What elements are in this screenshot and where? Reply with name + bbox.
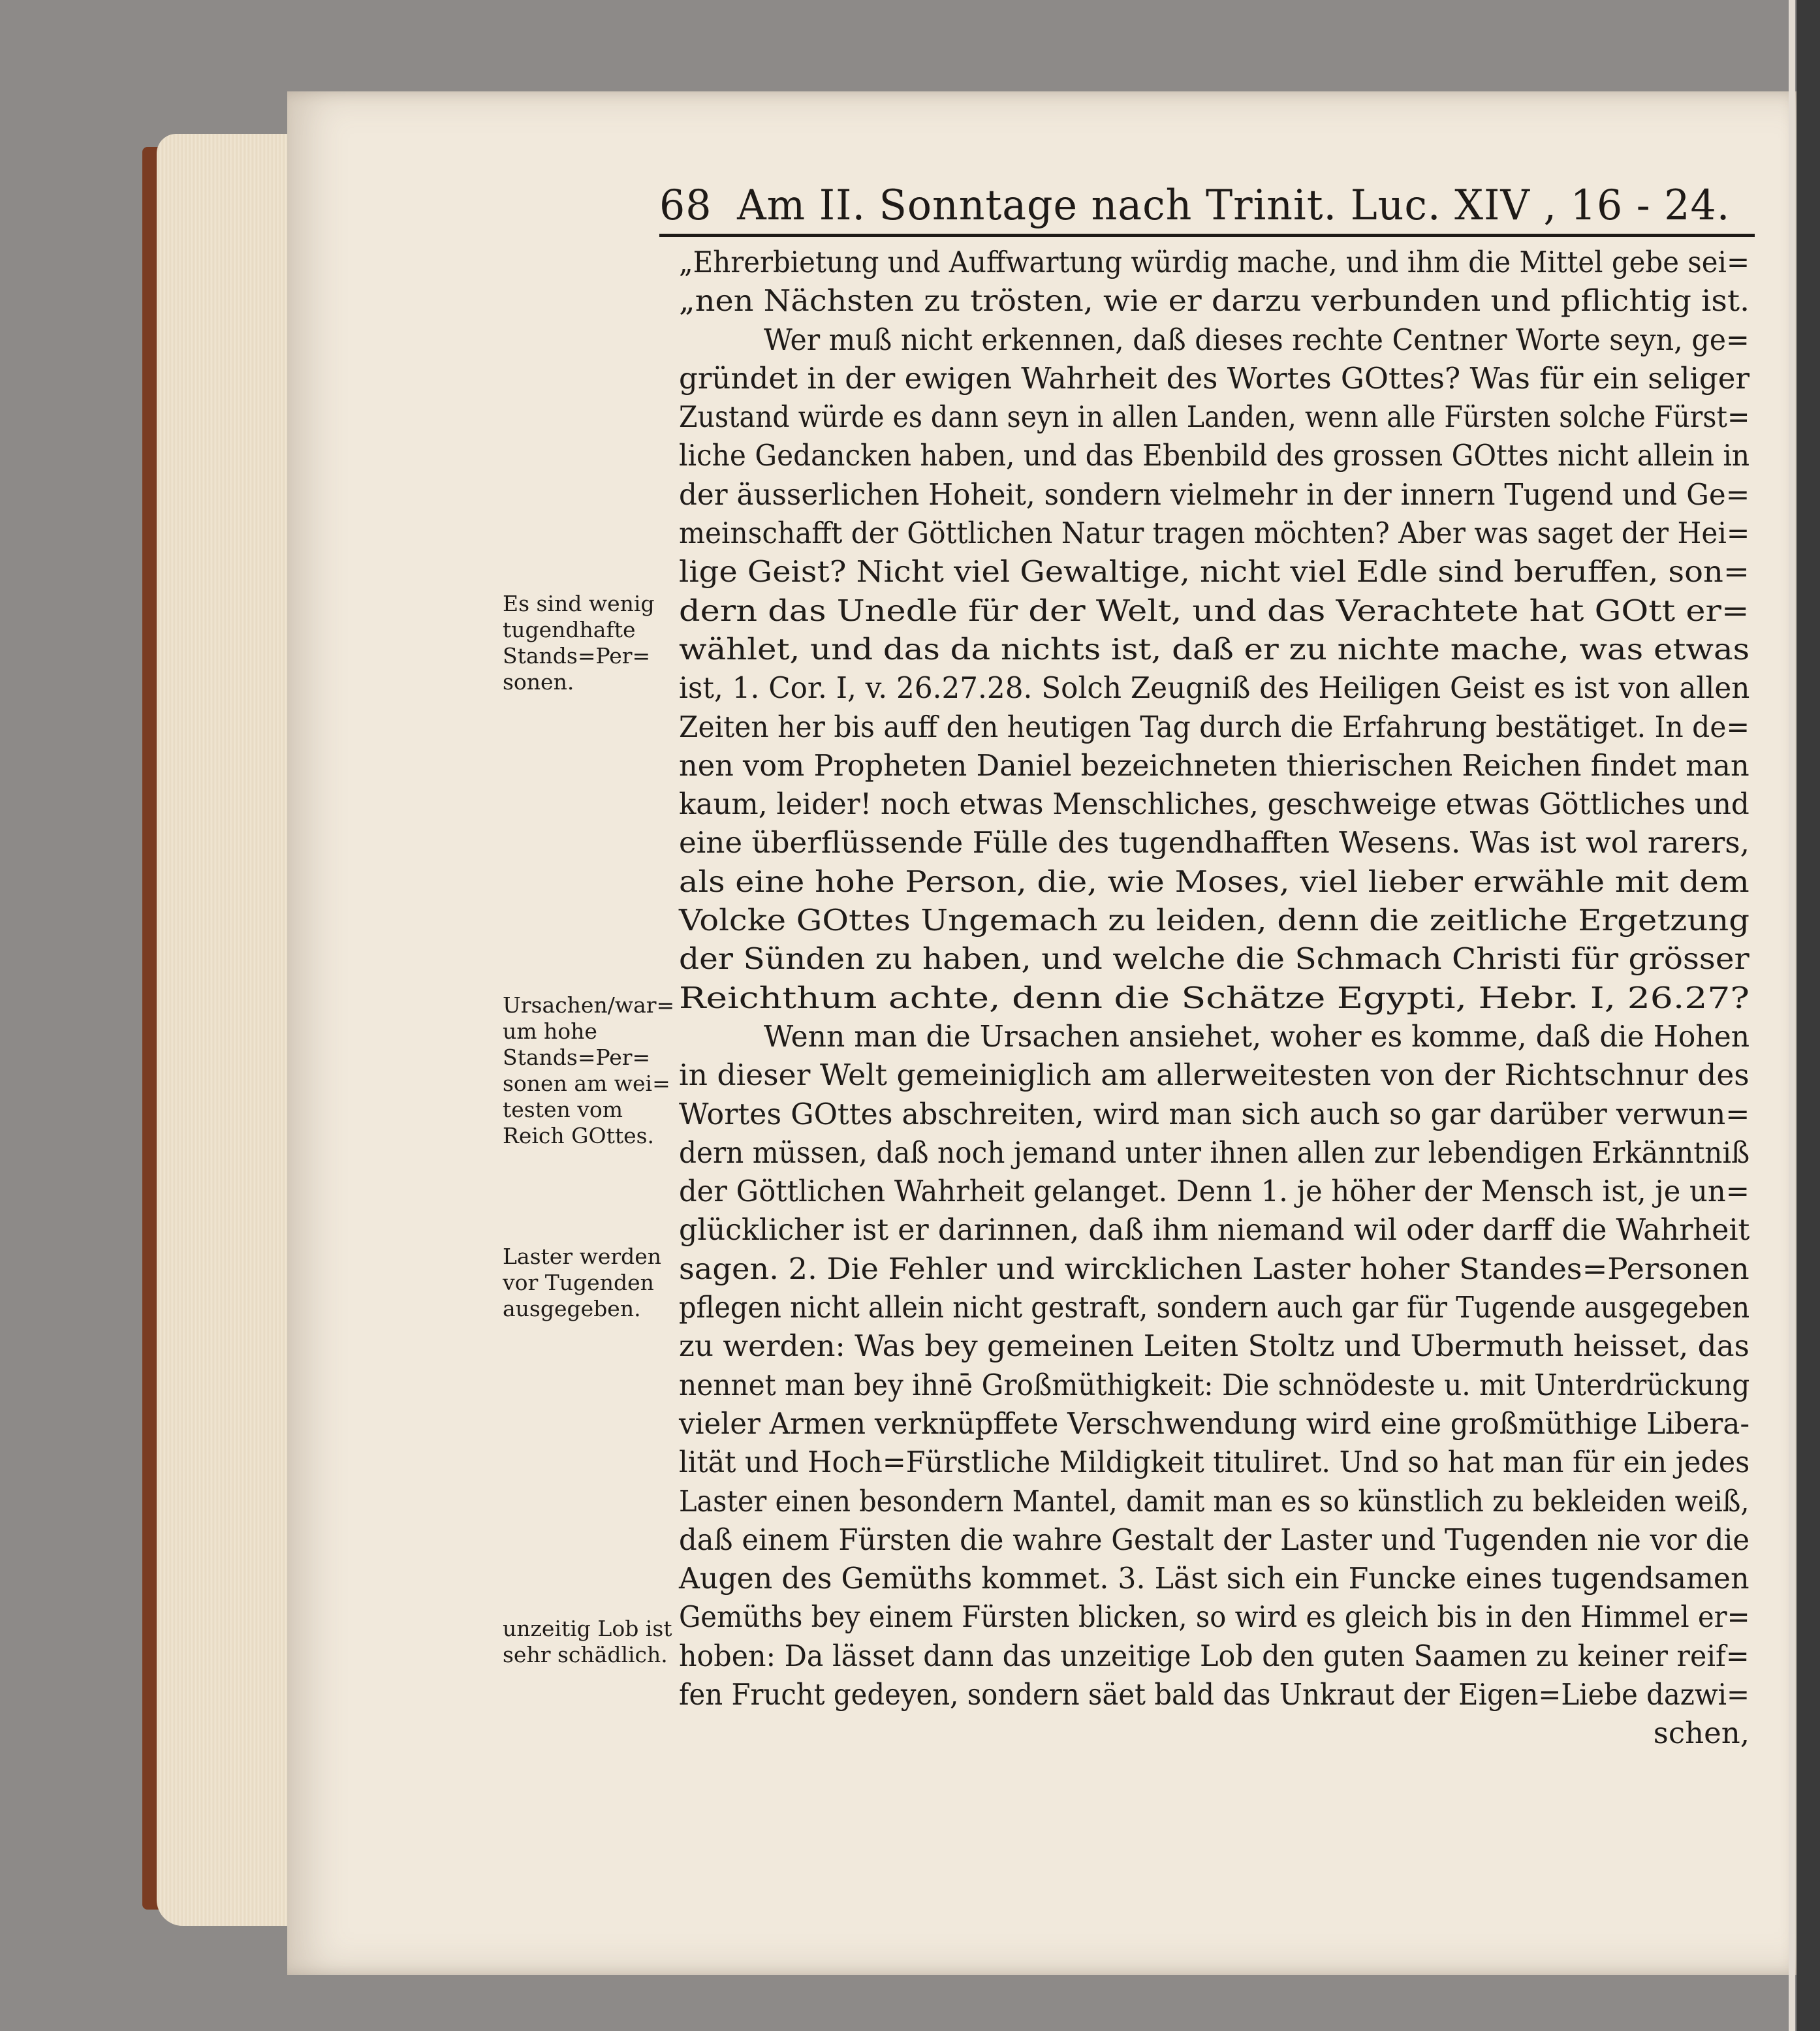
running-title: Am II. Sonntage nach Trinit. Luc. XIV , 16 - 24.: [737, 181, 1731, 230]
text-line: sagen. 2. Die Fehler und wircklichen Laster hoher Standes=Personen: [679, 1251, 1749, 1286]
text-line: der äusserlichen Hoheit, sondern vielmehr in der innern Tugend und Ge=: [679, 477, 1750, 512]
text-line: Volcke GOttes Ungemach zu leiden, denn die zeitliche Ergetzung: [679, 903, 1749, 938]
text-line: nennet man bey ihnē Großmüthigkeit: Die schnödeste u. mit Unterdrückung: [679, 1367, 1750, 1402]
text-line: Zeiten her bis auff den heutigen Tag durch die Erfahrung bestätiget. In de=: [679, 709, 1750, 744]
text-line: in dieser Welt gemeiniglich am allerweitesten von der Richtschnur des: [679, 1058, 1749, 1093]
margin-note-line: unzeitig Lob ist: [503, 1616, 672, 1641]
text-line: eine überflüssende Fülle des tugendhafften Wesens. Was ist wol rarers,: [679, 825, 1749, 860]
margin-note-line: sonen am wei=: [503, 1071, 670, 1096]
text-line: dern müssen, daß noch jemand unter ihnen allen zur lebendigen Erkänntniß: [679, 1135, 1750, 1170]
text-line: glücklicher ist er darinnen, daß ihm niemand wil oder darff die Wahrheit: [679, 1212, 1750, 1248]
text-line: dern das Unedle für der Welt, und das Verachtete hat GOtt er=: [679, 593, 1749, 628]
text-line: schen,: [1653, 1716, 1749, 1751]
margin-note-line: vor Tugenden: [503, 1270, 654, 1295]
text-line: meinschafft der Göttlichen Natur tragen möchten? Aber was saget der Hei=: [679, 516, 1750, 551]
text-line: vieler Armen verknüpffete Verschwendung wird eine großmüthige Libera-: [679, 1406, 1750, 1441]
text-line: der Sünden zu haben, und welche die Schmach Christi für grösser: [679, 941, 1749, 977]
running-head: [659, 181, 1731, 234]
text-line: Wortes GOttes abschreiten, wird man sich auch so gar darüber verwun=: [679, 1096, 1750, 1131]
text-line: „nen Nächsten zu trösten, wie er darzu verbunden und pflichtig ist.: [679, 283, 1750, 319]
text-line: nen vom Propheten Daniel bezeichneten thierischen Reichen findet man: [679, 748, 1749, 783]
text-line: Reichthum achte, denn die Schätze Egypti, Hebr. I, 26.27?: [679, 980, 1750, 1015]
margin-note-line: Ursachen/war=: [503, 992, 675, 1018]
margin-note: [503, 1616, 679, 1668]
margin-note-line: Stands=Per=: [503, 643, 651, 669]
margin-note: [503, 591, 679, 695]
margin-note-line: Es sind wenig: [503, 591, 655, 616]
margin-note: [503, 992, 679, 1149]
text-line: liche Gedancken haben, und das Ebenbild des grossen GOttes nicht allein in: [679, 438, 1750, 473]
text-line: kaum, leider! noch etwas Menschliches, geschweige etwas Göttliches und: [679, 787, 1749, 822]
text-line: zu werden: Was bey gemeinen Leiten Stoltz und Ubermuth heisset, das: [679, 1329, 1749, 1364]
margin-note-line: Reich GOttes.: [503, 1123, 655, 1148]
margin-note: [503, 1244, 679, 1322]
text-line: „Ehrerbietung und Auffwartung würdig mache, und ihm die Mittel gebe sei=: [679, 245, 1750, 279]
text-line: Gemüths bey einem Fürsten blicken, so wird es gleich bis in den Himmel er=: [679, 1599, 1750, 1635]
background-edge: [1796, 0, 1820, 2031]
margin-note-line: um hohe: [503, 1018, 597, 1044]
text-line: lität und Hoch=Fürstliche Mildigkeit tituliret. Und so hat man für ein jedes: [679, 1445, 1750, 1480]
margin-note-line: testen vom: [503, 1097, 623, 1122]
text-line: hoben: Da lässet dann das unzeitige Lob den guten Saamen zu keiner reif=: [679, 1638, 1749, 1673]
text-line: wählet, und das da nichts ist, daß er zu nichte mache, was etwas: [679, 631, 1750, 667]
text-line: pflegen nicht allein nicht gestraft, sondern auch gar für Tugende ausgegeben: [679, 1290, 1750, 1325]
text-line: gründet in der ewigen Wahrheit des Wortes GOttes? Was für ein seliger: [679, 360, 1750, 396]
text-line: Zustand würde es dann seyn in allen Landen, wenn alle Fürsten solche Fürst=: [679, 400, 1750, 435]
body-text: [679, 243, 1749, 1753]
text-line: fen Frucht gedeyen, sondern säet bald das Unkraut der Eigen=Liebe dazwi=: [679, 1677, 1750, 1712]
margin-note-line: Laster werden: [503, 1244, 662, 1269]
page-number: 68: [659, 181, 712, 230]
text-line: Laster einen besondern Mantel, damit man es so künstlich zu bekleiden weiß,: [679, 1483, 1749, 1519]
text-line: lige Geist? Nicht viel Gewaltige, nicht viel Edle sind beruffen, son=: [679, 554, 1750, 590]
header-rule: [659, 234, 1755, 237]
margin-note-line: ausgegeben.: [503, 1296, 641, 1321]
margin-note-line: sonen.: [503, 669, 574, 695]
text-line: Augen des Gemüths kommet. 3. Läst sich ein Funcke eines tugendsamen: [679, 1561, 1749, 1596]
facing-page-edge: [1789, 0, 1795, 2031]
margin-note-line: Stands=Per=: [503, 1045, 651, 1070]
page-stack: [157, 134, 300, 1926]
text-line: daß einem Fürsten die wahre Gestalt der Laster und Tugenden nie vor die: [679, 1522, 1750, 1557]
text-line: Wer muß nicht erkennen, daß dieses rechte Centner Worte seyn, ge=: [764, 322, 1749, 357]
text-line: als eine hohe Person, die, wie Moses, viel lieber erwähle mit dem: [679, 864, 1749, 899]
margin-note-line: tugendhafte: [503, 617, 636, 642]
text-line: der Göttlichen Wahrheit gelanget. Denn 1. je höher der Mensch ist, je un=: [679, 1174, 1749, 1209]
margin-note-line: sehr schädlich.: [503, 1642, 668, 1667]
text-line: Wenn man die Ursachen ansiehet, woher es komme, daß die Hohen: [764, 1018, 1750, 1054]
text-line: ist, 1. Cor. I, v. 26.27.28. Solch Zeugniß des Heiligen Geist es ist von allen: [679, 670, 1750, 706]
